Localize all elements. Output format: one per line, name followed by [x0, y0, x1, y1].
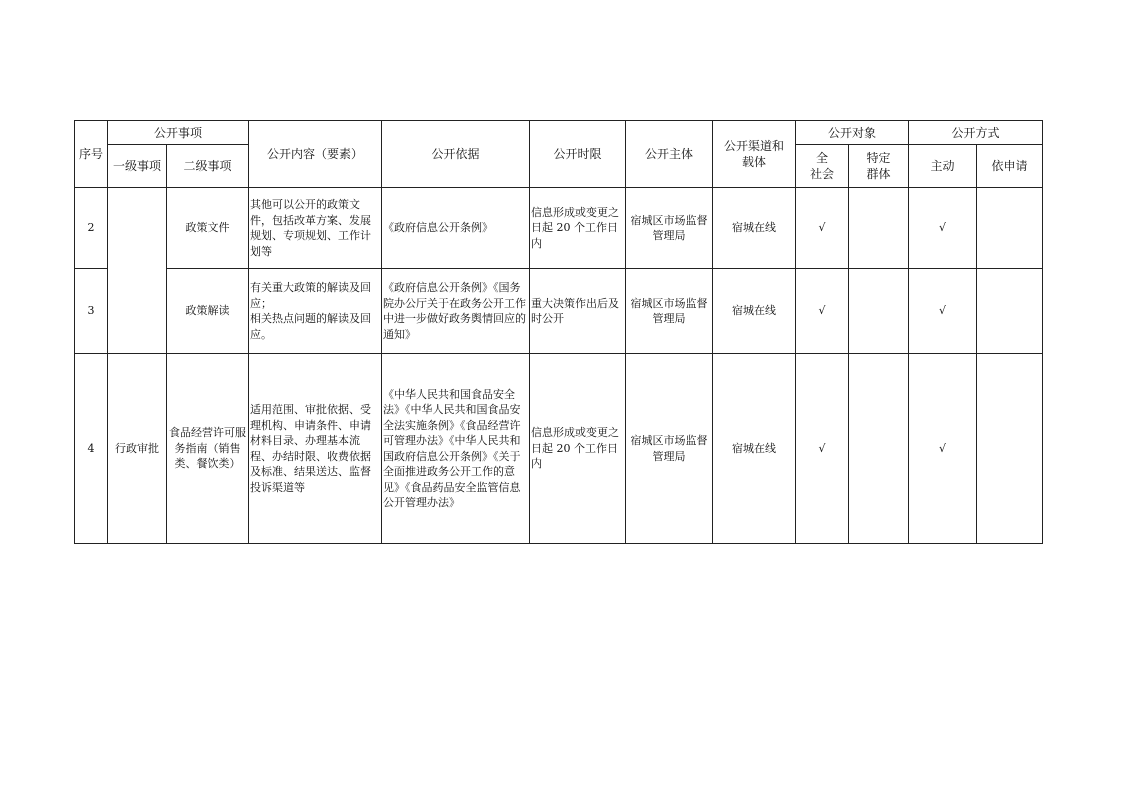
cell-content: 其他可以公开的政策文件，包括改革方案、发展规划、专项规划、工作计划等	[249, 188, 382, 269]
header-level1: 一级事项	[108, 145, 167, 188]
cell-seq: 4	[75, 354, 108, 544]
table-row	[75, 188, 1043, 269]
cell-method-request	[977, 354, 1043, 544]
cell-timelimit: 信息形成或变更之日起 20 个工作日内	[530, 188, 626, 269]
cell-channel: 宿城在线	[713, 354, 796, 544]
header-method-group: 公开方式	[909, 121, 1043, 145]
header-method-request: 依申请	[977, 145, 1043, 188]
disclosure-table	[74, 120, 1043, 544]
header-basis: 公开依据	[382, 121, 530, 188]
cell-subject: 宿城区市场监督管理局	[626, 188, 713, 269]
header-subject: 公开主体	[626, 121, 713, 188]
cell-subject: 宿城区市场监督管理局	[626, 354, 713, 544]
cell-timelimit: 重大决策作出后及时公开	[530, 269, 626, 354]
cell-basis: 《政府信息公开条例》	[382, 188, 530, 269]
cell-level1	[108, 188, 167, 354]
header-timelimit: 公开时限	[530, 121, 626, 188]
cell-timelimit: 信息形成或变更之日起 20 个工作日内	[530, 354, 626, 544]
cell-basis: 《中华人民共和国食品安全法》《中华人民共和国食品安全法实施条例》《食品经营许可管理办法》《中华人民共和国政府信息公开条例》《关于全面推进政务公开工作的意见》《食品药品安全监管信息公开管理办法》	[382, 354, 530, 544]
cell-method-active: √	[909, 354, 977, 544]
header-seq: 序号	[75, 121, 108, 188]
cell-channel: 宿城在线	[713, 269, 796, 354]
cell-target-all: √	[796, 188, 849, 269]
header-level2: 二级事项	[167, 145, 249, 188]
cell-method-active: √	[909, 269, 977, 354]
cell-content: 适用范围、审批依据、受理机构、申请条件、申请材料目录、办理基本流程、办结时限、收费依据及标准、结果送达、监督投诉渠道等	[249, 354, 382, 544]
cell-level2: 政策文件	[167, 188, 249, 269]
cell-level1: 行政审批	[108, 354, 167, 544]
cell-target-specific	[849, 269, 909, 354]
cell-method-request	[977, 188, 1043, 269]
cell-level2: 政策解读	[167, 269, 249, 354]
header-content: 公开内容（要素）	[249, 121, 382, 188]
cell-seq: 2	[75, 188, 108, 269]
cell-target-specific	[849, 188, 909, 269]
cell-level2: 食品经营许可服务指南（销售类、餐饮类）	[167, 354, 249, 544]
cell-seq: 3	[75, 269, 108, 354]
cell-target-all: √	[796, 354, 849, 544]
table-row	[75, 269, 1043, 354]
header-channel: 公开渠道和 载体	[713, 121, 796, 188]
cell-method-request	[977, 269, 1043, 354]
header-target-all: 全 社会	[796, 145, 849, 188]
cell-target-specific	[849, 354, 909, 544]
header-target-specific: 特定 群体	[849, 145, 909, 188]
header-row-top	[75, 121, 1043, 145]
header-method-active: 主动	[909, 145, 977, 188]
cell-channel: 宿城在线	[713, 188, 796, 269]
table-row	[75, 354, 1043, 544]
header-target-group: 公开对象	[796, 121, 909, 145]
cell-content: 有关重大政策的解读及回应； 相关热点问题的解读及回应。	[249, 269, 382, 354]
cell-target-all: √	[796, 269, 849, 354]
cell-method-active: √	[909, 188, 977, 269]
cell-subject: 宿城区市场监督管理局	[626, 269, 713, 354]
header-items-group: 公开事项	[108, 121, 249, 145]
cell-basis: 《政府信息公开条例》《国务院办公厅关于在政务公开工作中进一步做好政务舆情回应的通知》	[382, 269, 530, 354]
